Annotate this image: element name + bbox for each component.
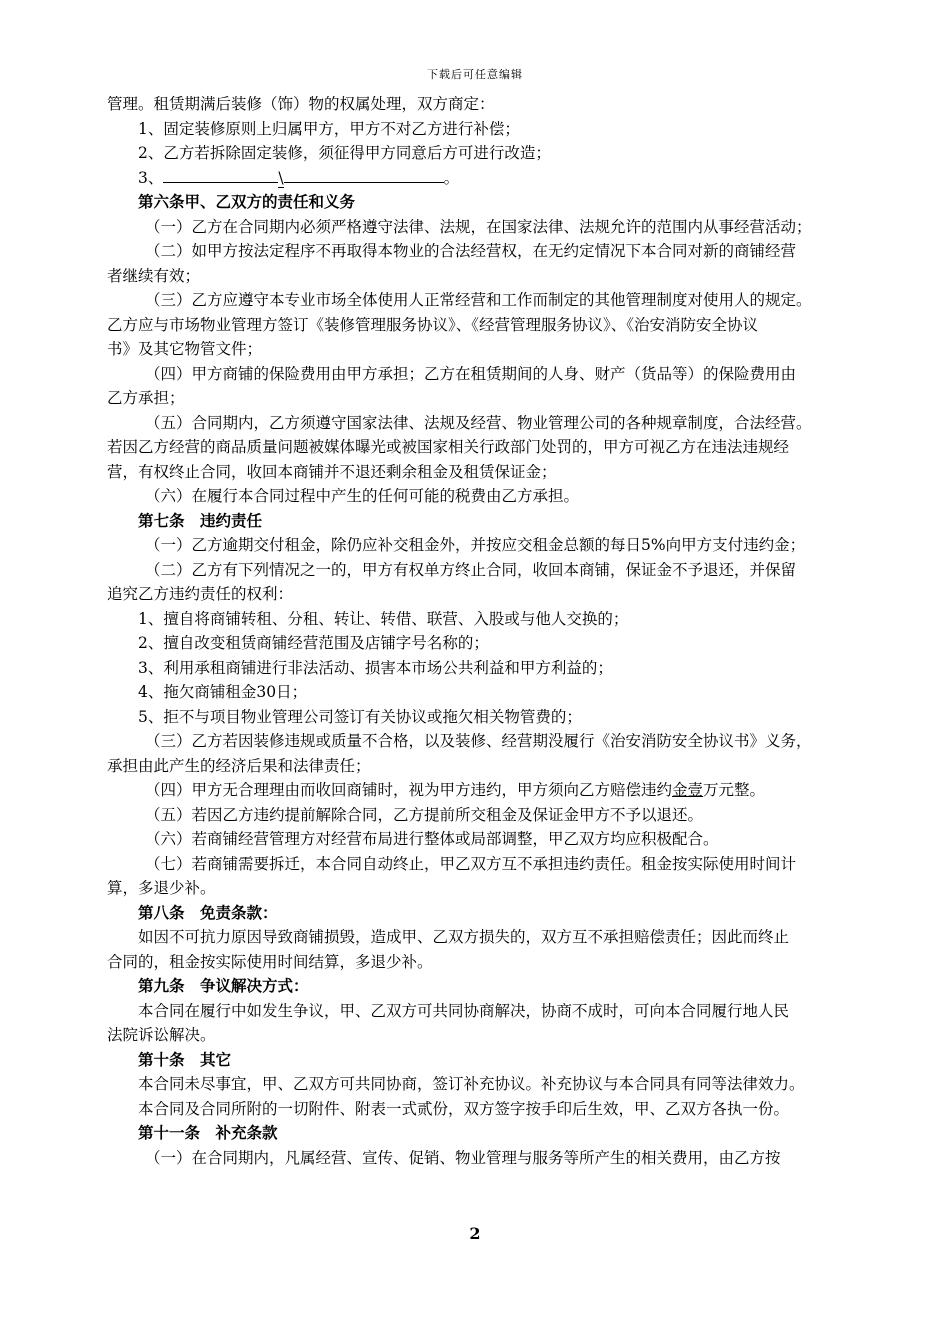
- period: 。: [443, 168, 460, 187]
- paragraph-line: 营，有权终止合同，收回本商铺并不退还剩余租金及租赁保证金；: [107, 462, 557, 481]
- paragraph-line: （三）乙方若因装修违规或质量不合格，以及装修、经营期没履行《治安消防安全协议书》义务，: [145, 732, 812, 750]
- list-item: 1、擅自将商铺转租、分租、转让、转借、联营、入股或与他人交换的；: [138, 609, 629, 628]
- list-item: 4、拖欠商铺租金30日；: [138, 683, 308, 701]
- page-number: 2: [469, 1224, 481, 1243]
- paragraph-line: （六）在履行本合同过程中产生的任何可能的税费由乙方承担。: [145, 487, 580, 505]
- paragraph-line: 算，多退少补。: [107, 879, 216, 897]
- list-item: 5、拒不与项目物业管理公司签订有关协议或拖欠相关物管费的；: [138, 707, 582, 726]
- fill-blank: [163, 167, 278, 183]
- list-item: 2、乙方若拆除固定装修，须征得甲方同意后方可进行改造；: [138, 144, 551, 162]
- paragraph-line: （六）若商铺经营管理方对经营布局进行整体或局部调整，甲乙双方均应积极配合。: [145, 830, 719, 848]
- paragraph-line: 乙方承担；: [107, 389, 185, 407]
- list-item: 1、固定装修原则上归属甲方，甲方不对乙方进行补偿；: [138, 119, 520, 138]
- list-item-blank: [107, 166, 847, 191]
- list-item: 2、擅自改变租赁商铺经营范围及店铺字号名称的；: [138, 634, 489, 652]
- paragraph-line: （二）乙方有下列情况之一的，甲方有权单方终止合同，收回本商铺，保证金不予退还，并保留: [145, 560, 797, 579]
- paragraph-line: （一）乙方逾期交付租金，除仍应补交租金外，并按应交租金总额的每日5%向甲方支付违约金；: [145, 536, 806, 554]
- section-heading: 第十一条 补充条款: [138, 1123, 278, 1142]
- paragraph-line: 管理。租赁期满后装修（饰）物的权属处理，双方商定：: [107, 95, 495, 113]
- paragraph-line: 者继续有效；: [107, 266, 201, 285]
- paragraph-line: 追究乙方违约责任的权利：: [107, 585, 294, 603]
- paragraph-line: 法院诉讼解决。: [107, 1026, 216, 1044]
- paragraph-line: （五）若因乙方违约提前解除合同，乙方提前所交租金及保证金甲方不予以退还。: [145, 805, 704, 824]
- paragraph-line: （二）如甲方按法定程序不再取得本物业的合法经营权，在无约定情况下本合同对新的商铺经营: [145, 242, 797, 260]
- paragraph-line: 合同的，租金按实际使用时间结算，多退少补。: [107, 952, 433, 971]
- section-heading: 第八条 免责条款：: [138, 902, 278, 922]
- paragraph-line: （一）在合同期内，凡属经营、宣传、促销、物业管理与服务等所产生的相关费用，由乙方按: [145, 1148, 781, 1167]
- paragraph-line: 本合同在履行中如发生争议，甲、乙双方可共同协商解决，协商不成时，可向本合同履行地人民: [138, 1001, 790, 1020]
- fill-blank: [284, 167, 444, 183]
- section-heading: 第十条 其它: [138, 1049, 232, 1069]
- section-heading: 第九条 争议解决方式：: [138, 976, 309, 995]
- paragraph-line: （五）合同期内，乙方须遵守国家法律、法规及经营、物业管理公司的各种规章制度，合法经营。: [145, 413, 812, 432]
- paragraph-line: 书》及其它物管文件；: [107, 340, 263, 358]
- paragraph-line: 若因乙方经营的商品质量问题被媒体曝光或被国家相关行政部门处罚的，甲方可视乙方在违法违规经: [107, 438, 790, 456]
- section-heading: 第七条 违约责任: [138, 510, 263, 530]
- paragraph-line: 如因不可抗力原因导致商铺损毁，造成甲、乙双方损失的，双方互不承担赔偿责任；因此而终止: [138, 928, 790, 946]
- document-body: [107, 92, 847, 1170]
- paragraph-line: （三）乙方应遵守本专业市场全体使用人正常经营和工作而制定的其他管理制度对使用人的规定。: [145, 291, 812, 309]
- paragraph-line: 本合同及合同所附的一切附件、附表一式贰份，双方签字按手印后生效，甲、乙双方各执一份。: [138, 1099, 790, 1118]
- text-run: 万元整。: [703, 781, 766, 799]
- blank-slash: \: [278, 168, 284, 187]
- list-item: 3、利用承租商铺进行非法活动、损害本市场公共利益和甲方利益的；: [138, 658, 613, 677]
- text-run: （四）甲方无合理理由而收回商铺时，视为甲方违约，甲方须向乙方赔偿违约: [145, 781, 673, 799]
- paragraph-line: （七）若商铺需要拆迁，本合同自动终止，甲乙双方互不承担违约责任。租金按实际使用时间计: [145, 854, 797, 873]
- paragraph-line: （一）乙方在合同期内必须严格遵守法律、法规，在国家法律、法规允许的范围内从事经营活动；: [145, 217, 812, 236]
- paragraph-line: 乙方应与市场物业管理方签订《装修管理服务协议》、《经营管理服务协议》、《治安消防安全协议: [107, 315, 759, 334]
- paragraph-line: （四）甲方商铺的保险费用由甲方承担；乙方在租赁期间的人身、财产（货品等）的保险费用由: [145, 364, 797, 383]
- paragraph-line: 承担由此产生的经济后果和法律责任；: [107, 756, 371, 775]
- section-heading: 第六条甲、乙双方的责任和义务: [138, 192, 356, 211]
- paragraph-line: [107, 778, 847, 803]
- list-number: 3、: [138, 168, 164, 187]
- paragraph-line: 本合同未尽事宜，甲、乙双方可共同协商，签订补充协议。补充协议与本合同具有同等法律效力。: [138, 1075, 805, 1093]
- page-header: 下载后可任意编辑: [427, 68, 523, 81]
- underlined-amount: 金壹: [672, 781, 704, 799]
